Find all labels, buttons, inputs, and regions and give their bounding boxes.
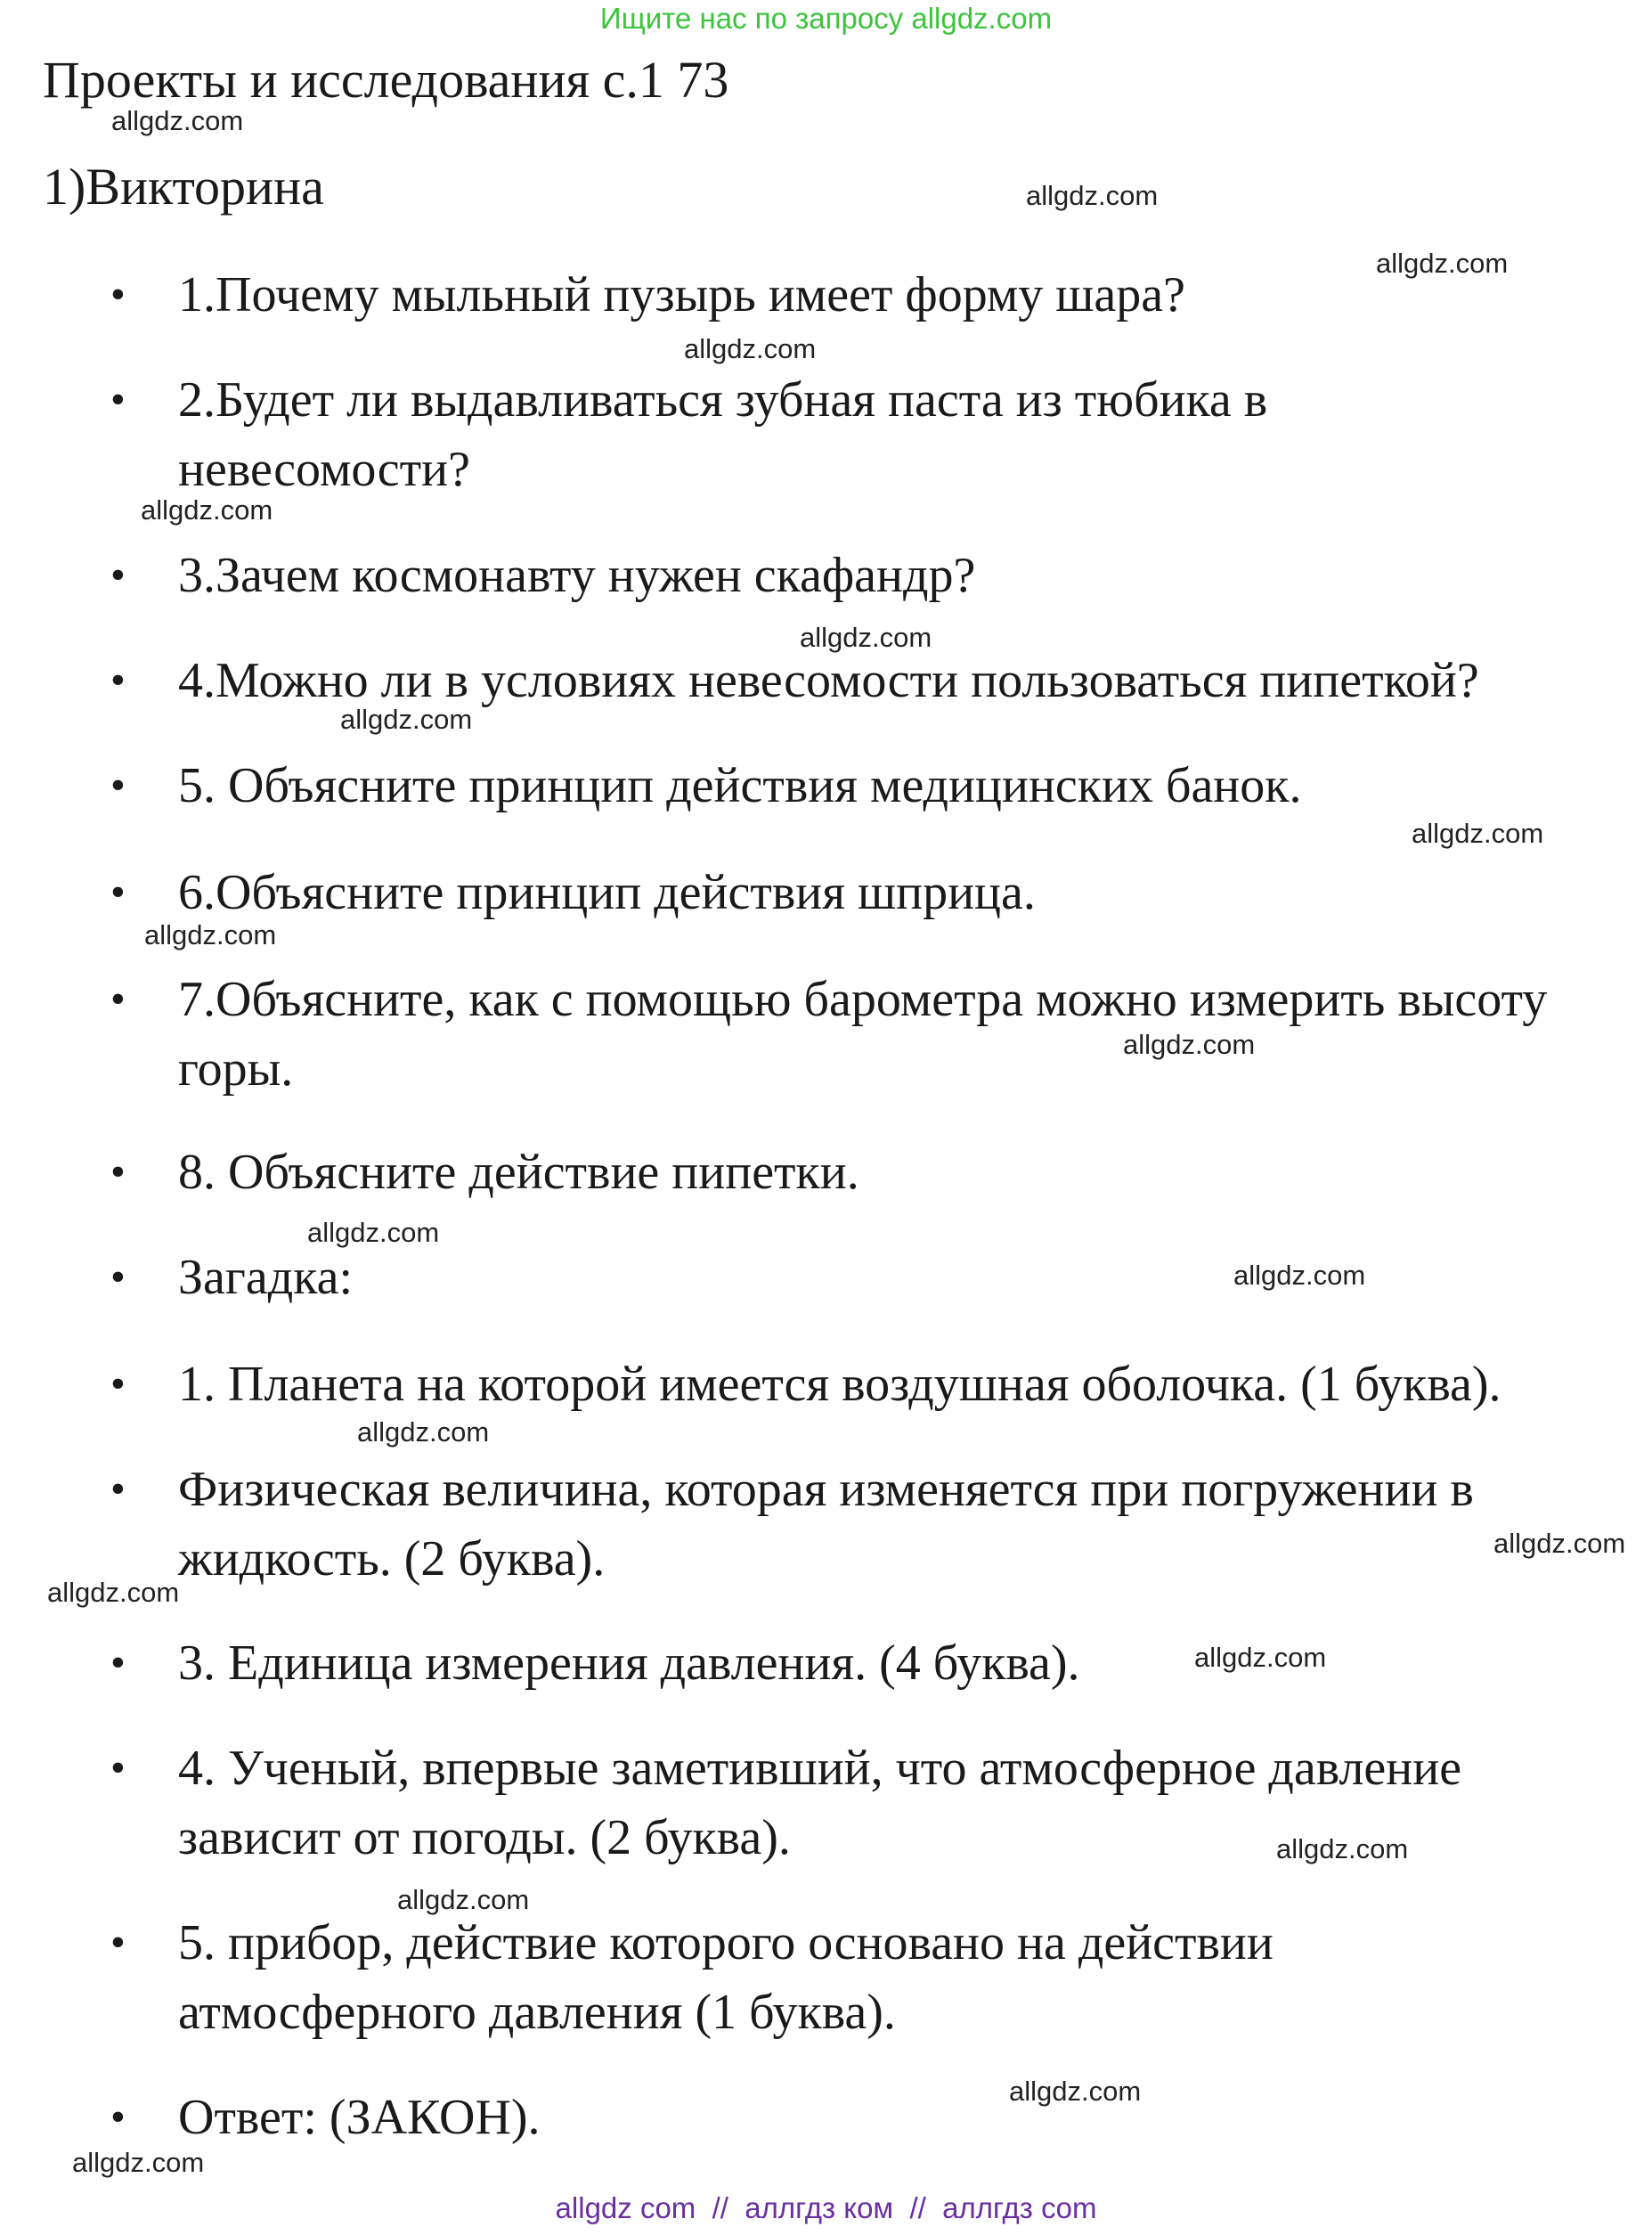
item-line: 8. Объясните действие пипетки. — [178, 1145, 859, 1200]
list-item — [178, 2083, 541, 2152]
item-line: горы. — [178, 1041, 294, 1097]
list-item — [178, 365, 1267, 504]
list-item — [178, 1628, 1080, 1698]
item-line: 7.Объясните, как с помощью барометра можно измерить высоту — [178, 972, 1548, 1027]
watermark: allgdz.com — [72, 2147, 205, 2178]
bullet: • — [110, 1360, 126, 1407]
item-line: 5. Объясните принцип действия медицинских банок. — [178, 758, 1302, 813]
top-banner[interactable]: Ищите нас по запросу allgdz.com — [599, 2, 1053, 35]
item-line: 5. прибор, действие которого основано на действии — [178, 1915, 1274, 1970]
watermark: allgdz.com — [1276, 1833, 1409, 1864]
watermark: allgdz.com — [1026, 180, 1159, 211]
watermark: allgdz.com — [357, 1416, 490, 1448]
watermark: allgdz.com — [1493, 1528, 1626, 1559]
item-line: атмосферного давления (1 буква). — [178, 1985, 896, 2040]
bullet: • — [110, 975, 126, 1023]
bullet: • — [110, 869, 126, 916]
item-line: 4.Можно ли в условиях невесомости пользоваться пипеткой? — [178, 653, 1479, 708]
item-line: Загадка: — [178, 1250, 353, 1305]
watermark: allgdz.com — [1233, 1260, 1366, 1291]
item-line: Ответ: (ЗАКОН). — [178, 2090, 541, 2145]
item-line: 6.Объясните принцип действия шприца. — [178, 865, 1036, 920]
bullet: • — [110, 271, 126, 318]
bullet: • — [110, 1744, 126, 1791]
bullet: • — [110, 376, 126, 423]
list-item — [178, 541, 975, 610]
watermark: allgdz.com — [1123, 1029, 1256, 1060]
list-item — [178, 1243, 353, 1312]
list-item — [178, 751, 1301, 820]
bullet: • — [110, 657, 126, 704]
list-item — [178, 1138, 859, 1207]
item-line: невесомости? — [178, 442, 470, 497]
bullet: • — [110, 1148, 126, 1195]
watermark: allgdz.com — [47, 1577, 180, 1608]
watermark: allgdz.com — [1376, 248, 1509, 279]
item-line: 3. Единица измерения давления. (4 буква). — [178, 1635, 1080, 1691]
watermark: allgdz.com — [141, 494, 273, 526]
item-line: 4. Ученый, впервые заметивший, что атмосферное давление — [178, 1741, 1462, 1796]
watermark: allgdz.com — [1194, 1642, 1327, 1673]
list-item — [178, 965, 1547, 1104]
item-line: 1. Планета на которой имеется воздушная оболочка. (1 буква). — [178, 1357, 1501, 1412]
watermark: allgdz.com — [340, 704, 473, 735]
list-item — [178, 1455, 1474, 1594]
watermark: allgdz.com — [111, 105, 244, 136]
page-title: Проекты и исследования с.1 73 — [43, 51, 729, 109]
watermark: allgdz.com — [397, 1884, 530, 1915]
bullet: • — [110, 1465, 126, 1513]
item-line: 3.Зачем космонавту нужен скафандр? — [178, 548, 976, 603]
watermark: allgdz.com — [800, 622, 932, 653]
bullet: • — [110, 2093, 126, 2141]
list-item — [178, 1908, 1274, 2047]
bullet: • — [110, 1919, 126, 1966]
bullet: • — [110, 1253, 126, 1301]
item-line: жидкость. (2 буква). — [178, 1531, 606, 1587]
item-line: 1.Почему мыльный пузырь имеет форму шара? — [178, 267, 1185, 322]
watermark: allgdz.com — [1009, 2076, 1142, 2107]
bullet: • — [110, 551, 126, 599]
item-line: Физическая величина, которая изменяется при погружении в — [178, 1462, 1474, 1517]
bullet: • — [110, 1639, 126, 1686]
list-item — [178, 858, 1036, 927]
watermark: allgdz.com — [1412, 818, 1544, 849]
list-item — [178, 1733, 1461, 1872]
bullet: • — [110, 762, 126, 809]
item-line: 2.Будет ли выдавливаться зубная паста из тюбика в — [178, 372, 1268, 428]
list-item — [178, 260, 1185, 330]
watermark: allgdz.com — [307, 1217, 440, 1248]
item-line: зависит от погоды. (2 буква). — [178, 1810, 791, 1865]
section-heading: 1)Викторина — [43, 158, 324, 216]
footer-links[interactable]: allgdz com // аллгдз ком // аллгдз com — [555, 2191, 1097, 2224]
watermark: allgdz.com — [144, 919, 277, 950]
list-item — [178, 1350, 1501, 1419]
watermark: allgdz.com — [684, 333, 817, 364]
